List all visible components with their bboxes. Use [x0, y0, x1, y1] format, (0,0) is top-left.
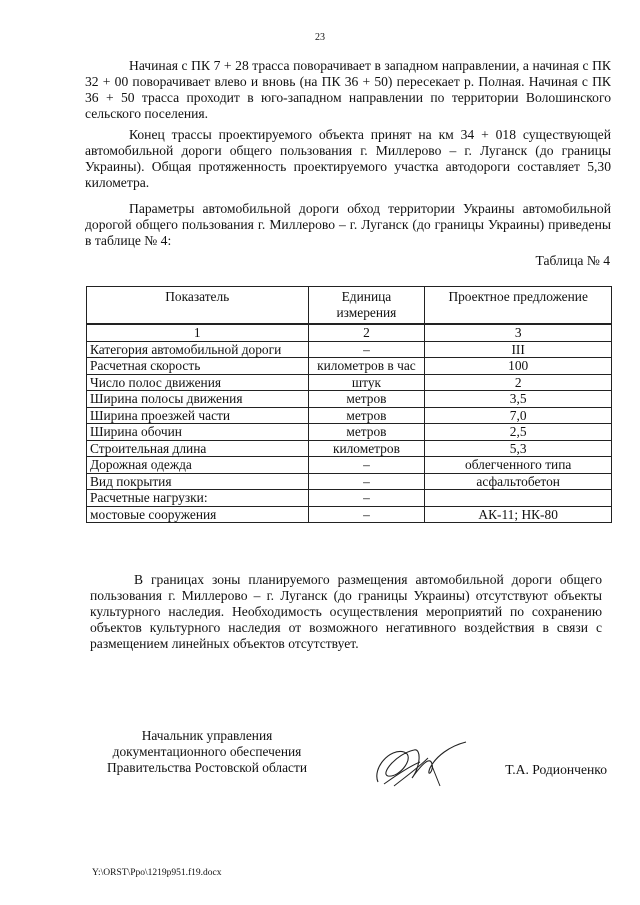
row-unit: –: [308, 490, 425, 507]
row-unit: километров в час: [308, 358, 425, 375]
table-row: [87, 440, 612, 457]
table-row: [87, 407, 612, 424]
row-value: 2,5: [425, 424, 612, 441]
row-indicator: Расчетные нагрузки:: [87, 490, 309, 507]
row-value: АК-11; НК-80: [425, 506, 612, 523]
row-unit: километров: [308, 440, 425, 457]
row-unit: –: [308, 506, 425, 523]
table-row: [87, 506, 612, 523]
signatory-title: [92, 728, 322, 776]
row-unit: штук: [308, 374, 425, 391]
row-indicator: Вид покрытия: [87, 473, 309, 490]
table-row: [87, 457, 612, 474]
table-row: [87, 374, 612, 391]
table-row: [87, 424, 612, 441]
file-path-footer: Y:\ORST\Ppo\1219p951.f19.docx: [92, 868, 222, 878]
paragraph-route-end: Конец трассы проектируемого объекта принят на км 34 + 018 существующей автомобильной дороги общего пользования г. Миллерово – г. Луганск (до границы Украины). Общая протяженность проектируемого участка автодороги составляет 5,30 километра.: [85, 127, 611, 190]
table-header-row: [87, 287, 612, 325]
handwritten-signature: [370, 738, 470, 790]
header-proposal: Проектное предложение: [425, 287, 612, 325]
signatory-title-line: Правительства Ростовской области: [106, 760, 308, 775]
paragraph-cultural-heritage: В границах зоны планируемого размещения автомобильной дороги общего пользования г. Миллерово – г. Луганск (до границы Украины) отсутствуют объекты культурного наследия. Необходимость осуществления мероприятий по сохранению объектов культурного наследия от возможного негативного воздействия в связи с размещением линейных объектов отсутствует.: [90, 572, 602, 651]
row-unit: –: [308, 457, 425, 474]
row-value: 7,0: [425, 407, 612, 424]
row-indicator: Строительная длина: [87, 440, 309, 457]
row-indicator: мостовые сооружения: [87, 506, 309, 523]
signatory-title-line: Начальник управления: [141, 728, 273, 743]
parameters-table: [86, 286, 612, 523]
column-number: 2: [308, 324, 425, 341]
row-value: облегченного типа: [425, 457, 612, 474]
row-indicator: Категория автомобильной дороги: [87, 341, 309, 358]
table-caption: Таблица № 4: [535, 253, 610, 268]
paragraph-parameters-intro: Параметры автомобильной дороги обход территории Украины автомобильной дорогой общего пользования г. Миллерово – г. Луганск (до границы Украины) приведены в таблице № 4:: [85, 201, 611, 248]
row-value: 100: [425, 358, 612, 375]
table-row: [87, 358, 612, 375]
row-indicator: Ширина полосы движения: [87, 391, 309, 408]
signatory-name: Т.А. Родионченко: [505, 762, 607, 777]
table-number-row: [87, 324, 612, 341]
header-indicator: Показатель: [87, 287, 309, 325]
row-value: 2: [425, 374, 612, 391]
row-indicator: Число полос движения: [87, 374, 309, 391]
header-unit: Единица измерения: [308, 287, 425, 325]
row-value: 3,5: [425, 391, 612, 408]
table-row: [87, 490, 612, 507]
row-value: асфальтобетон: [425, 473, 612, 490]
column-number: 3: [425, 324, 612, 341]
row-unit: –: [308, 341, 425, 358]
table-row: [87, 473, 612, 490]
table-row: [87, 391, 612, 408]
table-row: [87, 341, 612, 358]
paragraph-route-description: Начиная с ПК 7 + 28 трасса поворачивает в западном направлении, а начиная с ПК 32 + 00 поворачивает влево и вновь (на ПК 36 + 50) пересекает р. Полная. Начиная с ПК 36 + 50 трасса проходит в юго-западном направлении по территории Волошинского сельского поселения.: [85, 58, 611, 121]
row-unit: метров: [308, 407, 425, 424]
row-indicator: Ширина обочин: [87, 424, 309, 441]
row-value: [425, 490, 612, 507]
row-indicator: Расчетная скорость: [87, 358, 309, 375]
row-unit: –: [308, 473, 425, 490]
page-number: 23: [315, 32, 325, 43]
row-value: 5,3: [425, 440, 612, 457]
row-unit: метров: [308, 391, 425, 408]
row-unit: метров: [308, 424, 425, 441]
row-value: III: [425, 341, 612, 358]
signatory-title-line: документационного обеспечения: [112, 744, 302, 759]
column-number: 1: [87, 324, 309, 341]
row-indicator: Дорожная одежда: [87, 457, 309, 474]
row-indicator: Ширина проезжей части: [87, 407, 309, 424]
